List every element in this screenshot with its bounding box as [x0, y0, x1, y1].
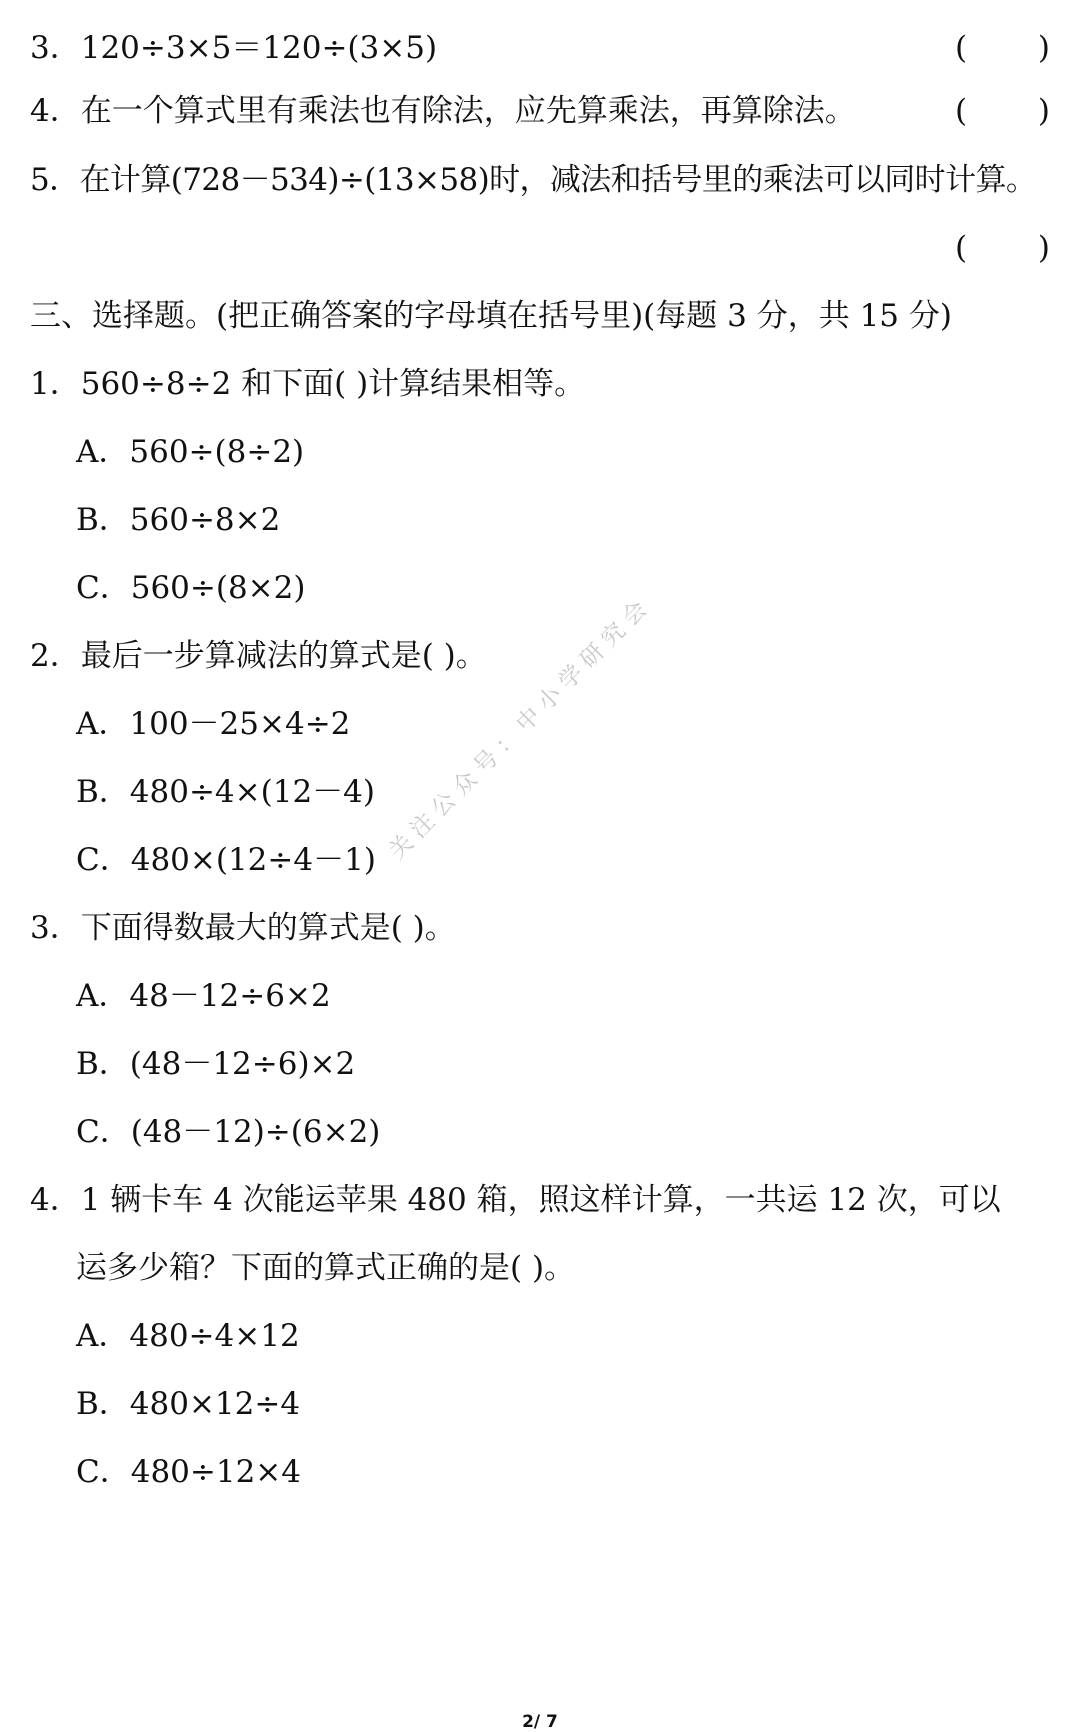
- judgement-item-5-blank-line: [0, 220, 1080, 276]
- question-2: [0, 628, 1080, 684]
- question-stem: 运多少箱？下面的算式正确的是( )。: [76, 1250, 576, 1286]
- watermark: 关注公众号：中小学研究会: [384, 591, 658, 865]
- question-2-option-c: [0, 832, 1080, 888]
- question-4-option-c: [0, 1444, 1080, 1500]
- option-text: B．560÷8×2: [76, 502, 281, 538]
- question-1-option-c: [0, 560, 1080, 616]
- judgement-item-5: [0, 152, 1080, 208]
- page-number: 2/ 7: [522, 1712, 558, 1732]
- option-text: A．48－12÷6×2: [76, 978, 331, 1014]
- answer-blank: ( ): [955, 230, 1050, 266]
- question-1-option-b: [0, 492, 1080, 548]
- option-text: C．560÷(8×2): [76, 570, 306, 606]
- question-4-continued: [0, 1240, 1080, 1296]
- judgement-item-4-text: 4．在一个算式里有乘法也有除法，应先算乘法，再算除法。: [30, 93, 856, 129]
- question-4-option-b: [0, 1376, 1080, 1432]
- question-1: [0, 356, 1080, 412]
- answer-blank: ( ): [955, 30, 1050, 66]
- question-stem: 4．1 辆卡车 4 次能运苹果 480 箱，照这样计算，一共运 12 次，可以: [30, 1182, 1001, 1218]
- question-3-option-a: [0, 968, 1080, 1024]
- answer-blank: ( ): [955, 93, 1050, 129]
- option-text: A．560÷(8÷2): [76, 434, 305, 470]
- section-heading: [0, 288, 1080, 344]
- question-4: [0, 1172, 1080, 1228]
- option-text: C．480÷12×4: [76, 1454, 302, 1490]
- option-text: A．480÷4×12: [76, 1318, 300, 1354]
- question-stem: 2．最后一步算减法的算式是( )。: [30, 638, 487, 674]
- judgement-item-3-text: 3．120÷3×5＝120÷(3×5): [30, 30, 438, 66]
- judgement-item-3: [0, 20, 1080, 76]
- judgement-item-5-text: 5．在计算(728－534)÷(13×58)时，减法和括号里的乘法可以同时计算。: [30, 162, 1037, 198]
- question-stem: 1．560÷8÷2 和下面( )计算结果相等。: [30, 366, 586, 402]
- option-text: B．480×12÷4: [76, 1386, 301, 1422]
- option-text: A．100－25×4÷2: [76, 706, 351, 742]
- section-heading-text: 三、选择题。(把正确答案的字母填在括号里)(每题 3 分，共 15 分): [30, 298, 952, 334]
- judgement-item-4: [0, 83, 1080, 139]
- option-text: C．(48－12)÷(6×2): [76, 1114, 381, 1150]
- question-4-option-a: [0, 1308, 1080, 1364]
- question-stem: 3．下面得数最大的算式是( )。: [30, 910, 456, 946]
- option-text: C．480×(12÷4－1): [76, 842, 376, 878]
- option-text: B．(48－12÷6)×2: [76, 1046, 356, 1082]
- question-1-option-a: [0, 424, 1080, 480]
- option-text: B．480÷4×(12－4): [76, 774, 375, 810]
- question-2-option-b: [0, 764, 1080, 820]
- question-3: [0, 900, 1080, 956]
- question-3-option-c: [0, 1104, 1080, 1160]
- question-3-option-b: [0, 1036, 1080, 1092]
